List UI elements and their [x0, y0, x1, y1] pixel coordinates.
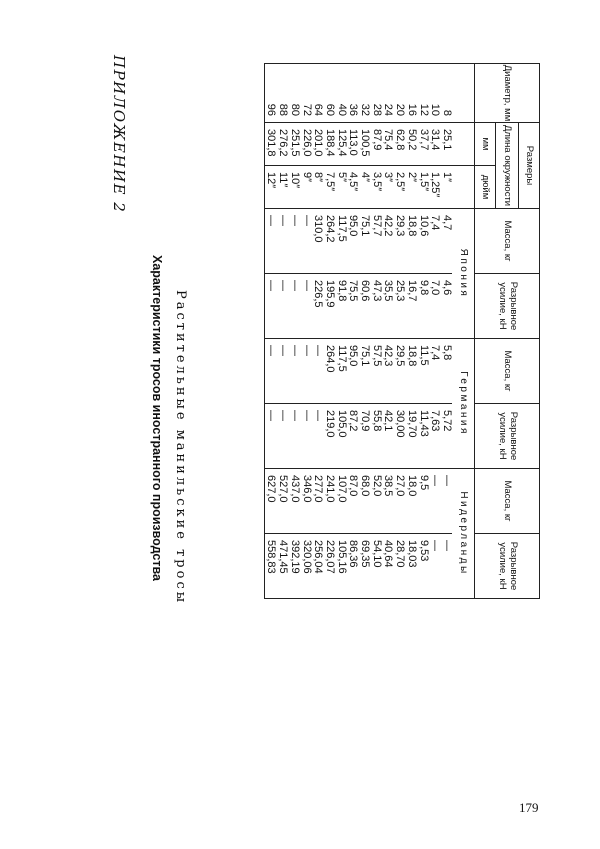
table-cell: 75,4 — [382, 123, 394, 166]
table-cell: — — [264, 404, 276, 469]
table-cell: — — [312, 404, 324, 469]
table-row — [417, 64, 429, 599]
table-row — [347, 64, 359, 599]
table-cell: 11,5 — [417, 339, 429, 404]
table-cell: 2″ — [405, 166, 417, 209]
table-row — [323, 64, 335, 599]
table-cell: 42,2 — [382, 209, 394, 274]
table-row — [300, 64, 312, 599]
table-cell: 11,43 — [417, 404, 429, 469]
appendix-label: ПРИЛОЖЕНИЕ 2 — [110, 55, 128, 214]
table-cell: 95,0 — [347, 209, 359, 274]
table-cell: — — [312, 339, 324, 404]
table-cell: 7,5″ — [323, 166, 335, 209]
table-cell: 125,4 — [335, 123, 347, 166]
table-cell: 277,0 — [312, 469, 324, 534]
header-force-nl: Разрывное усилие, кН — [475, 534, 540, 599]
table-cell: 30,00 — [393, 404, 405, 469]
table-cell: 86,36 — [347, 534, 359, 599]
table-cell: 4,7 — [440, 209, 452, 274]
table-cell: 226,0 — [300, 123, 312, 166]
table-cell: 188,4 — [323, 123, 335, 166]
header-mass-nl: Масса, кг — [475, 469, 540, 534]
table-cell: 107,0 — [335, 469, 347, 534]
table-cell: 75,1 — [358, 339, 370, 404]
table-cell: 105,16 — [335, 534, 347, 599]
rope-table — [264, 63, 540, 599]
table-cell: — — [288, 209, 300, 274]
table-cell: 264,2 — [323, 209, 335, 274]
table-cell: 42,3 — [382, 339, 394, 404]
table-cell: 4,6 — [440, 274, 452, 339]
table-cell: 32 — [358, 64, 370, 123]
table-cell: 392,19 — [288, 534, 300, 599]
table-cell: 117,5 — [335, 339, 347, 404]
header-circumference: Длина окружности — [496, 123, 519, 209]
table-cell: — — [264, 209, 276, 274]
table-cell: — — [276, 209, 288, 274]
table-cell: — — [440, 534, 452, 599]
table-cell: 87,0 — [347, 469, 359, 534]
table-row — [335, 64, 347, 599]
country-japan: Япония — [452, 209, 475, 339]
table-cell: — — [300, 404, 312, 469]
table-cell: 35,5 — [382, 274, 394, 339]
table-cell: — — [276, 404, 288, 469]
table-cell: 8″ — [312, 166, 324, 209]
table-cell: — — [429, 469, 441, 534]
table-cell: 256,04 — [312, 534, 324, 599]
header-mass-jp: Масса, кг — [475, 209, 540, 274]
table-cell: — — [288, 404, 300, 469]
table-cell: 437,0 — [288, 469, 300, 534]
header-mass-de: Масса, кг — [475, 339, 540, 404]
table-cell: 7,4 — [429, 339, 441, 404]
table-cell: 9″ — [300, 166, 312, 209]
table-row — [276, 64, 288, 599]
table-cell: 7,4 — [429, 209, 441, 274]
table-cell: 264,0 — [323, 339, 335, 404]
table-cell: 28 — [370, 64, 382, 123]
table-cell: 20 — [393, 64, 405, 123]
table-cell: 527,0 — [276, 469, 288, 534]
table-cell: 4,5″ — [347, 166, 359, 209]
table-row — [358, 64, 370, 599]
table-cell: 87,9 — [370, 123, 382, 166]
table-cell: 28,70 — [393, 534, 405, 599]
table-cell: 72 — [300, 64, 312, 123]
table-row — [393, 64, 405, 599]
table-cell: 320,06 — [300, 534, 312, 599]
table-cell: — — [288, 274, 300, 339]
page-number: 179 — [519, 800, 539, 815]
table-cell: 219,0 — [323, 404, 335, 469]
table-cell: 31,4 — [429, 123, 441, 166]
table-cell: 38,5 — [382, 469, 394, 534]
table-cell: 27,0 — [393, 469, 405, 534]
table-row — [370, 64, 382, 599]
table-cell: 19,70 — [405, 404, 417, 469]
table-cell: 301,8 — [264, 123, 276, 166]
table-cell: — — [440, 469, 452, 534]
table-cell: 18,03 — [405, 534, 417, 599]
table-cell: 12″ — [264, 166, 276, 209]
header-mm: мм — [475, 123, 496, 166]
table-cell: 201,0 — [312, 123, 324, 166]
table-cell: 70,9 — [358, 404, 370, 469]
table-cell: 12 — [417, 64, 429, 123]
table-cell: 2,5″ — [393, 166, 405, 209]
table-cell: 10,6 — [417, 209, 429, 274]
table-cell: 55,8 — [370, 404, 382, 469]
table-cell: 96 — [264, 64, 276, 123]
table-row — [264, 64, 276, 599]
table-cell: — — [429, 534, 441, 599]
table-row — [405, 64, 417, 599]
table-cell: 471,45 — [276, 534, 288, 599]
table-row — [382, 64, 394, 599]
table-cell: 16,7 — [405, 274, 417, 339]
table-subtitle: Растительные манильские тросы — [173, 290, 188, 606]
header-sizes: Размеры — [519, 123, 540, 209]
table-cell: 18,0 — [405, 469, 417, 534]
table-cell: 627,0 — [264, 469, 276, 534]
table-cell: 558,83 — [264, 534, 276, 599]
table-cell: 1,25″ — [429, 166, 441, 209]
table-cell: 40 — [335, 64, 347, 123]
table-cell: 4″ — [358, 166, 370, 209]
table-cell: 64 — [312, 64, 324, 123]
table-cell: 10″ — [288, 166, 300, 209]
table-cell: 36 — [347, 64, 359, 123]
table-cell: 25,3 — [393, 274, 405, 339]
table-cell: 11″ — [276, 166, 288, 209]
table-cell: 24 — [382, 64, 394, 123]
table-cell: 87,2 — [347, 404, 359, 469]
table-cell: 60 — [323, 64, 335, 123]
table-cell: 29,3 — [393, 209, 405, 274]
table-row — [429, 64, 441, 599]
table-cell: 16 — [405, 64, 417, 123]
header-diameter: Диаметр, мм — [475, 64, 540, 123]
table-cell: 105,0 — [335, 404, 347, 469]
table-cell: 9,53 — [417, 534, 429, 599]
table-cell: 80 — [288, 64, 300, 123]
table-cell: — — [276, 339, 288, 404]
table-cell: 8 — [440, 64, 452, 123]
table-cell: 91,8 — [335, 274, 347, 339]
table-cell: 57,5 — [370, 339, 382, 404]
header-inch: дюйм — [475, 166, 496, 209]
table-cell: 37,7 — [417, 123, 429, 166]
table-cell: 10 — [429, 64, 441, 123]
table-cell: 117,5 — [335, 209, 347, 274]
table-cell: 226,07 — [323, 534, 335, 599]
table-cell: 88 — [276, 64, 288, 123]
table-cell: 9,8 — [417, 274, 429, 339]
header-force-de: Разрывное усилие, кН — [475, 404, 540, 469]
table-cell: 47,3 — [370, 274, 382, 339]
table-cell: 68,0 — [358, 469, 370, 534]
table-cell: 42,1 — [382, 404, 394, 469]
table-cell: — — [264, 274, 276, 339]
table-cell: — — [300, 274, 312, 339]
table-cell: 3,5″ — [370, 166, 382, 209]
table-cell: 100,5 — [358, 123, 370, 166]
table-cell: — — [300, 339, 312, 404]
table-cell: — — [264, 339, 276, 404]
table-cell: 18,8 — [405, 339, 417, 404]
table-cell: 195,9 — [323, 274, 335, 339]
table-cell: 7,0 — [429, 274, 441, 339]
table-cell: 3″ — [382, 166, 394, 209]
table-cell: 5,8 — [440, 339, 452, 404]
table-cell: 18,8 — [405, 209, 417, 274]
table-cell: 75,1 — [358, 209, 370, 274]
table-cell: 1″ — [440, 166, 452, 209]
country-netherlands: Нидерланды — [452, 469, 475, 599]
header-force-jp: Разрывное усилие, кН — [475, 274, 540, 339]
table-cell: 346,0 — [300, 469, 312, 534]
table-cell: 69,35 — [358, 534, 370, 599]
table-cell: 113,0 — [347, 123, 359, 166]
table-cell: 29,5 — [393, 339, 405, 404]
table-cell: — — [276, 274, 288, 339]
table-cell: 226,5 — [312, 274, 324, 339]
table-title: Характеристики тросов иностранного производства — [150, 255, 164, 581]
table-cell: 95,0 — [347, 339, 359, 404]
table-cell: 9,5 — [417, 469, 429, 534]
table-cell: 52,0 — [370, 469, 382, 534]
table-cell: 54,10 — [370, 534, 382, 599]
table-cell: 276,2 — [276, 123, 288, 166]
table-cell: 50,2 — [405, 123, 417, 166]
table-row — [312, 64, 324, 599]
table-row — [440, 64, 452, 599]
table-cell: 25,1 — [440, 123, 452, 166]
table-cell: 251,5 — [288, 123, 300, 166]
table-cell: 1,5″ — [417, 166, 429, 209]
table-cell: 60,6 — [358, 274, 370, 339]
country-germany: Германия — [452, 339, 475, 469]
table-cell: — — [288, 339, 300, 404]
table-cell: 57,7 — [370, 209, 382, 274]
table-cell: 5,72 — [440, 404, 452, 469]
table-cell: 5″ — [335, 166, 347, 209]
table-row — [288, 64, 300, 599]
table-cell: 310,0 — [312, 209, 324, 274]
table-cell: 7,63 — [429, 404, 441, 469]
table-cell: 62,8 — [393, 123, 405, 166]
table-cell: 241,0 — [323, 469, 335, 534]
table-cell: 75,5 — [347, 274, 359, 339]
table-cell: — — [300, 209, 312, 274]
table-cell: 40,64 — [382, 534, 394, 599]
